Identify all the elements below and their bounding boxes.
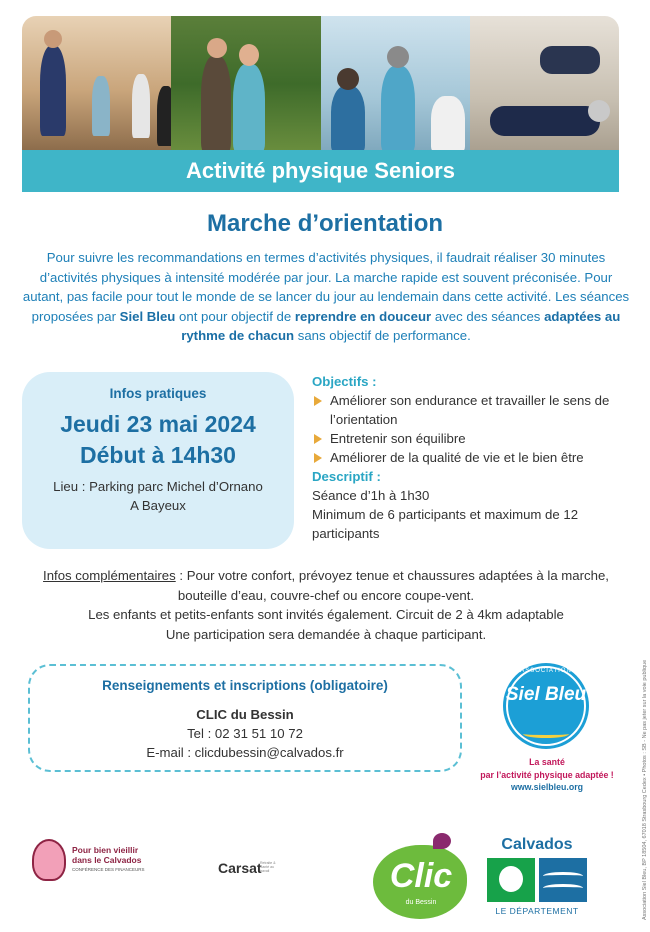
activity-banner: Activité physique Seniors (22, 150, 619, 192)
pbv-subtitle: CONFÉRENCE DES FINANCEURS (72, 867, 145, 872)
extra-info-text2: Les enfants et petits-enfants sont invités également. Circuit de 2 à 4km adaptable (88, 607, 564, 622)
event-date: Jeudi 23 mai 2024 (60, 411, 256, 437)
siel-bleu-assoc-text: ASSOCIATION (520, 668, 572, 674)
photo-nordic-walkers (171, 16, 320, 152)
carsat-logo (208, 845, 288, 885)
seniors-couple-icon (32, 839, 66, 881)
descriptif-heading: Descriptif : (312, 469, 381, 484)
list-item: Entretenir son équilibre (312, 429, 642, 448)
extra-info-label: Infos complémentaires (43, 568, 176, 583)
legal-note: Association Siel Bleu, BP 18504, 67018 Strasbourg Cedex • Photos : SB - Ne pas jeter sur la voie publique (642, 659, 648, 920)
calvados-name: Calvados (501, 836, 573, 853)
intro-text-3: avec des séances (431, 308, 545, 324)
event-place-line1: Lieu : Parking parc Michel d’Ornano (53, 479, 263, 494)
objectifs-list (312, 391, 642, 467)
event-place-line2: A Bayeux (130, 498, 186, 513)
extra-info-text1: : Pour votre confort, prévoyez tenue et chaussures adaptées à la marche, bouteille d’eau, couvre-chef ou encore coupe-vent. (175, 568, 609, 603)
calvados-blue-block (539, 858, 587, 902)
carsat-subtitle: Retraite & Santé au travail (260, 861, 276, 873)
photo-floor-exercise (470, 16, 619, 152)
extra-info-line1 (20, 566, 632, 605)
siel-bleu-caption (462, 756, 632, 794)
contact-email[interactable]: E-mail : clicdubessin@calvados.fr (146, 745, 344, 760)
list-item: Améliorer son endurance et travailler le sens de l’orientation (312, 391, 642, 429)
infos-label: Infos pratiques (109, 386, 207, 401)
contact-phone[interactable]: Tel : 02 31 51 10 72 (187, 726, 303, 741)
contact-title: Renseignements et inscriptions (obligatoire) (102, 678, 388, 693)
clic-name: Clic (389, 857, 453, 895)
contact-box (28, 664, 462, 772)
event-time: Début à 14h30 (80, 442, 236, 468)
calvados-departement-logo (487, 836, 587, 920)
objectifs-heading: Objectifs : (312, 374, 377, 389)
wave-icon (543, 872, 583, 880)
intro-text-1: Pour suivre les recommandations en termes d’activités physiques, il faudrait réaliser 30 minutes d’activités physiques à intensité modérée par jour. La marche rapide est souvent préconisée. Pour autant, pas facile pour tout le monde de se lancer du jour au lendemain dans cette activité. Les séances proposées par (22, 250, 630, 324)
intro-paragraph (20, 248, 632, 346)
header-photo-strip (22, 16, 619, 152)
intro-bold-siel: Siel Bleu (119, 308, 176, 324)
calvados-subtitle: LE DÉPARTEMENT (495, 906, 579, 916)
extra-info-text3: Une participation sera demandée à chaque participant. (165, 626, 487, 642)
extra-info (20, 566, 632, 644)
siel-bleu-logo-text: Siel Bleu (505, 684, 587, 705)
clic-subtitle: du Bessin (405, 899, 437, 906)
clic-speech-dot-icon (433, 833, 451, 849)
list-item: Améliorer de la qualité de vie et le bien être (312, 448, 642, 467)
clic-du-bessin-logo (373, 833, 469, 919)
contact-org: CLIC du Bessin (196, 707, 294, 722)
intro-text-4: sans objectif de performance. (294, 328, 471, 343)
photo-gym-class (22, 16, 171, 152)
pour-bien-vieillir-logo (28, 835, 148, 889)
infos-pratiques-box (22, 372, 294, 549)
intro-text-2: ont pour objectif de (175, 308, 295, 324)
apple-icon (499, 866, 523, 892)
siel-caption-line1: La santé (529, 757, 565, 767)
event-place (22, 477, 294, 515)
siel-bleu-wave-icon (523, 730, 569, 738)
page-title: Marche d’orientation (206, 210, 444, 237)
pbv-title-line2: dans le Calvados (72, 855, 142, 865)
wave-icon (543, 884, 583, 892)
intro-bold-rythme: adaptées au rythme de chacun (181, 308, 621, 343)
carsat-name: Carsat (218, 860, 262, 876)
pbv-title (72, 845, 141, 865)
siel-bleu-url[interactable]: www.sielbleu.org (510, 782, 584, 792)
descriptif-duration: Séance d’1h à 1h30 (312, 488, 430, 503)
photo-stretching-group (321, 16, 470, 152)
objectives-column (312, 372, 642, 543)
pbv-title-line1: Pour bien vieillir (72, 845, 139, 855)
descriptif-participants: Minimum de 6 participants et maximum de 12 participants (312, 507, 579, 541)
intro-bold-douceur: reprendre en douceur (294, 308, 432, 324)
siel-caption-line2: par l’activité physique adaptée ! (480, 769, 614, 780)
